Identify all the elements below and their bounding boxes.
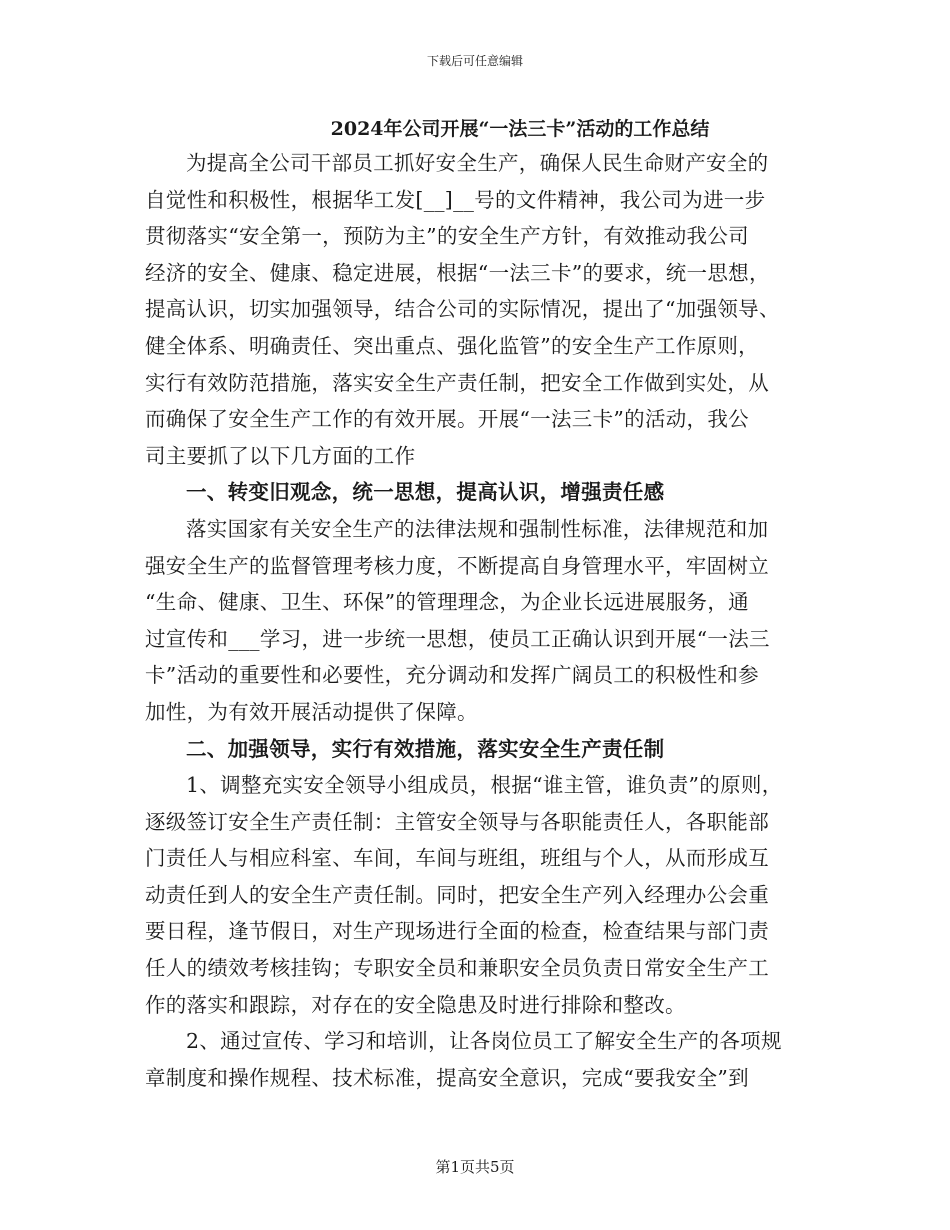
body-line: “生命、健康、卫生、环保”的管理理念，为企业长远进展服务，通: [145, 590, 749, 615]
body-line: 经济的安全、健康、稳定进展，根据“一法三卡”的要求，统一思想，: [145, 260, 770, 285]
body-line: 贯彻落实“安全第一，预防为主”的安全生产方针，有效推动我公司: [145, 224, 749, 249]
section-heading: 一、转变旧观念，统一思想，提高认识，增强责任感: [186, 480, 665, 505]
page-header: 下载后可任意编辑: [426, 54, 523, 68]
document-body: [145, 145, 805, 1096]
body-line: 而确保了安全生产工作的有效开展。开展“一法三卡”的活动，我公: [145, 407, 749, 432]
body-line: 实行有效防范措施，落实安全生产责任制，把安全工作做到实处，从: [145, 370, 769, 395]
body-line: 自觉性和积极性，根据华工发[__]__号的文件精神，我公司为进一步: [145, 187, 766, 212]
body-line: 作的落实和跟踪，对存在的安全隐患及时进行排除和整改。: [145, 992, 686, 1017]
body-line: 落实国家有关安全生产的法律法规和强制性标准，法律规范和加: [186, 516, 769, 541]
body-line: 逐级签订安全生产责任制：主管安全领导与各职能责任人，各职能部: [145, 809, 769, 834]
body-line: 1、调整充实安全领导小组成员，根据“谁主管，谁负责”的原则，: [186, 773, 783, 798]
body-line: 为提高全公司干部员工抓好安全生产，确保人民生命财产安全的: [186, 151, 769, 175]
body-line: 要日程，逢节假日，对生产现场进行全面的检查，检查结果与部门责: [145, 919, 769, 944]
body-line: 门责任人与相应科室、车间，车间与班组，班组与个人，从而形成互: [145, 846, 769, 871]
body-line: 提高认识，切实加强领导，结合公司的实际情况，提出了“加强领导、: [145, 297, 780, 322]
body-line: 健全体系、明确责任、突出重点、强化监管”的安全生产工作原则，: [145, 333, 759, 358]
page-footer: 第1页共5页: [435, 1158, 515, 1176]
section-heading: 二、加强领导，实行有效措施，落实安全生产责任制: [186, 736, 665, 761]
body-line: 任人的绩效考核挂钩；专职安全员和兼职安全员负责日常安全生产工: [145, 956, 769, 981]
body-line: 加性，为有效开展活动提供了保障。: [145, 699, 478, 724]
body-line: 章制度和操作规程、技术标准，提高安全意识，完成“要我安全”到: [145, 1065, 749, 1090]
body-line: 卡”活动的重要性和必要性，充分调动和发挥广阔员工的积极性和参: [145, 663, 759, 688]
body-line: 强安全生产的监督管理考核力度，不断提高自身管理水平，牢固树立: [145, 553, 769, 578]
body-line: 司主要抓了以下几方面的工作: [145, 443, 416, 468]
body-line: 动责任到人的安全生产责任制。同时，把安全生产列入经理办公会重: [145, 882, 769, 907]
document-title: 2024年公司开展“一法三卡”活动的工作总结: [330, 118, 710, 140]
body-line: 2、通过宣传、学习和培训，让各岗位员工了解安全生产的各项规: [186, 1029, 782, 1054]
body-line: 过宣传和___学习，进一步统一思想，使员工正确认识到开展“一法三: [145, 626, 770, 651]
